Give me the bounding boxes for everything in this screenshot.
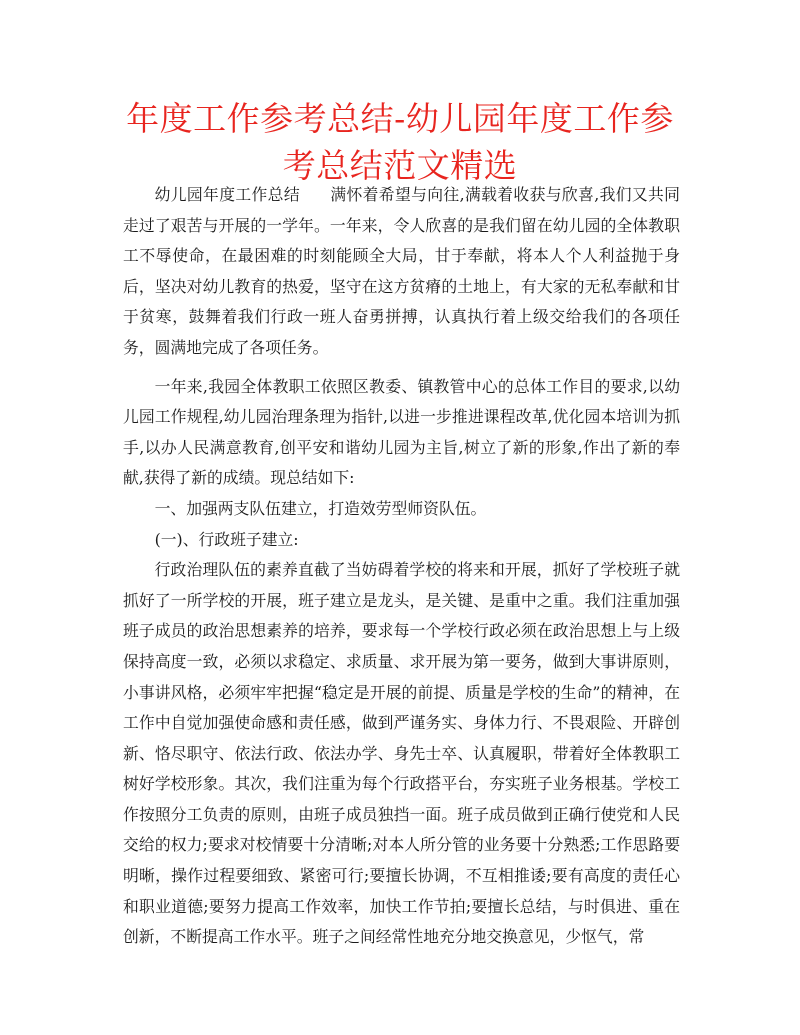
- document-body: [123, 180, 680, 953]
- section-heading-1: 一、加强两支队伍建立，打造效劳型师资队伍。: [154, 498, 487, 518]
- intro-body: 满怀着希望与向往,满载着收获与欣喜,我们又共同走过了艰苦与开展的一学年。一年来，令人欣喜的是我们留在幼儿园的全体教职工不辱使命，在最困难的时刻能顾全大局，甘于奉献，将本人个人利益抛于身后，坚决对幼儿教育的热爱，坚守在这方贫瘠的土地上，有大家的无私奉献和甘于贫寒，鼓舞着我们行政一班人奋勇拼搏，认真执行着上级交给我们的各项任务，圆满地完成了各项任务。: [123, 185, 680, 357]
- subsection-heading-1: (一)、行政班子建立:: [154, 529, 299, 549]
- intro-lead: 幼儿园年度工作总结: [154, 185, 300, 204]
- page-title: 年度工作参考总结-幼儿园年度工作参考总结范文精选: [126, 99, 674, 185]
- paragraph-admin-team: 行政治理队伍的素养直截了当妨碍着学校的将来和开展，抓好了学校班子就抓好了一所学校的开展，班子建立是龙头，是关键、是重中之重。我们注重加强班子成员的政治思想素养的培养，要求每一个学校行政必须在政治思想上与上级保持高度一致，必须以求稳定、求质量、求开展为第一要务，做到大事讲原则，小事讲风格，必须牢牢把握“稳定是开展的前提、质量是学校的生命”的精神，在工作中自觉加强使命感和责任感，做到严谨务实、身体力行、不畏艰险、开辟创新、恪尽职守、依法行政、依法办学、身先士卒、认真履职，带着好全体教职工树好学校形象。其次，我们注重为每个行政搭平台，夯实班子业务根基。学校工作按照分工负责的原则，由班子成员独挡一面。班子成员做到正确行使党和人民交给的权力;要求对校情要十分清晰;对本人所分管的业务要十分熟悉;工作思路要明晰，操作过程要细致、紧密可行;要擅长协调，不互相推诿;要有高度的责任心和职业道德;要努力提高工作效率，加快工作节拍;要擅长总结，与时俱进、重在创新，不断提高工作水平。班子之间经常性地充分地交换意见，少怄气，常: [123, 560, 680, 947]
- paragraph-summary: 一年来,我园全体教职工依照区教委、镇教管中心的总体工作目的要求,以幼儿园工作规程,幼儿园治理条理为指针,以进一步推进课程改革,优化园本培训为抓手,以办人民满意教育,创平安和谐幼儿园为主旨,树立了新的形象,作出了新的奉献,获得了新的成绩。现总结如下:: [123, 376, 680, 488]
- paragraph-intro: [123, 180, 680, 364]
